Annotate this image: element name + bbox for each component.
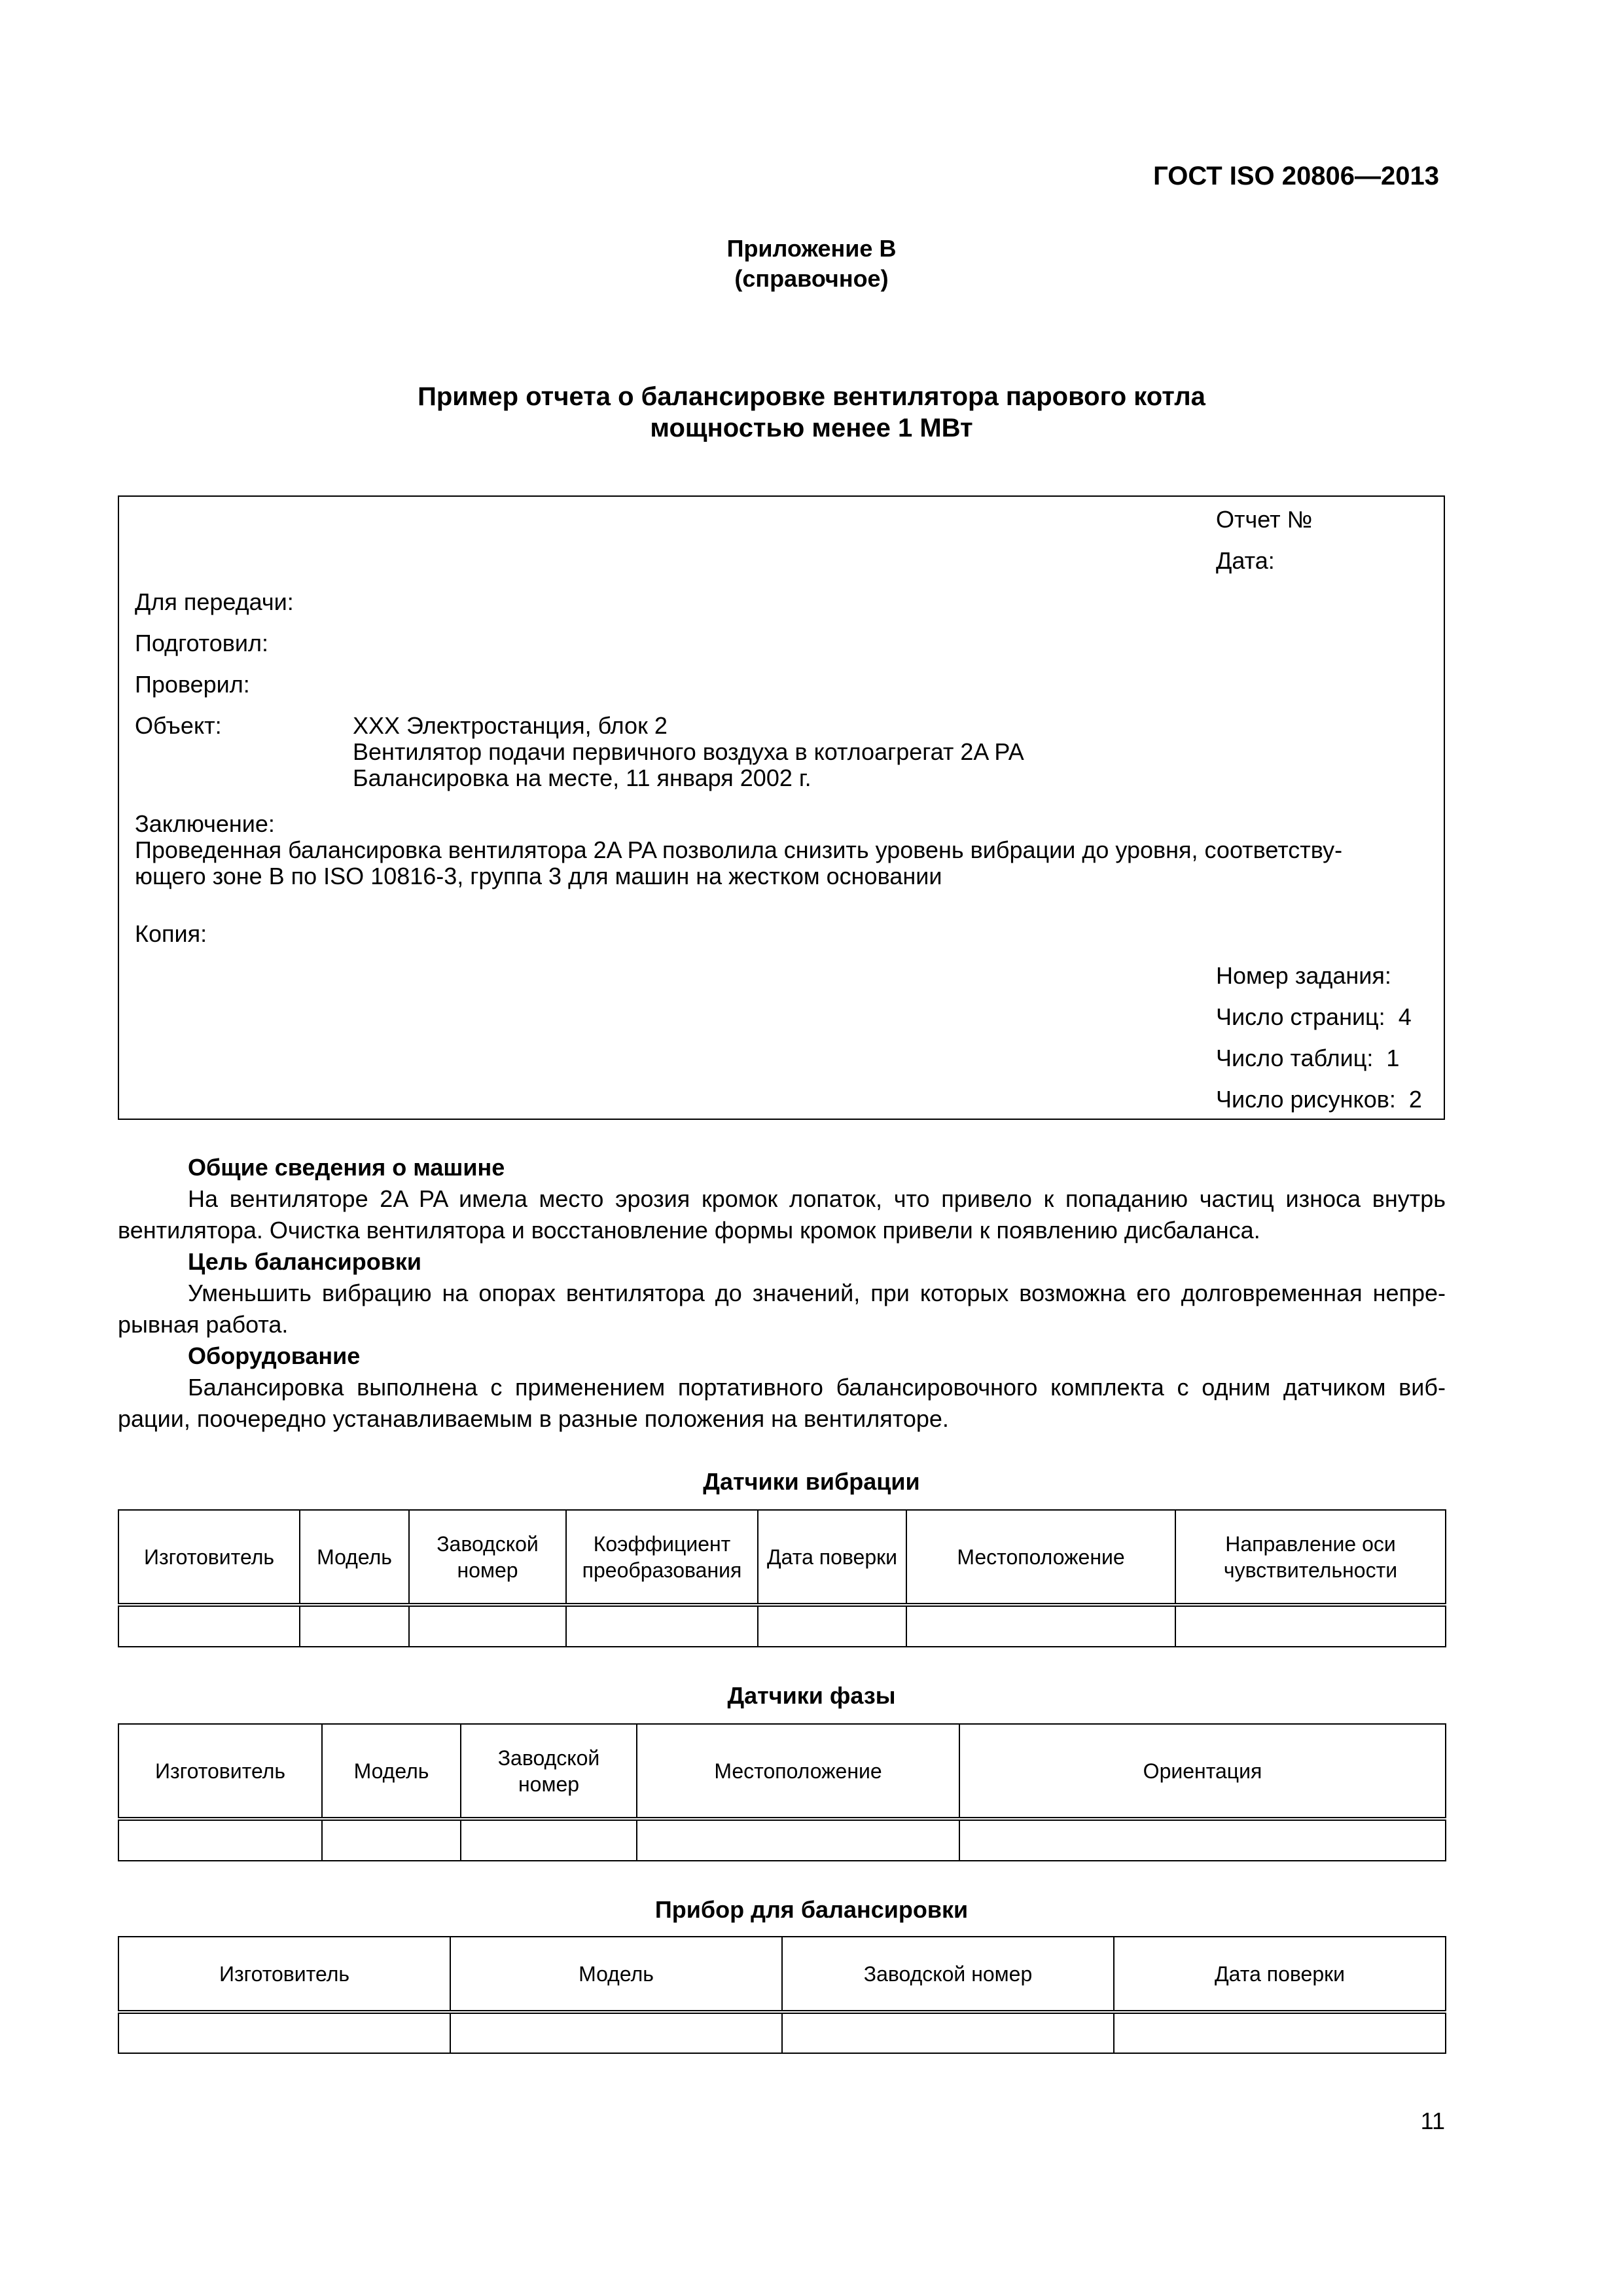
phase-table-caption: Датчики фазы xyxy=(727,1682,896,1709)
vibration-sensors-table xyxy=(118,1509,1446,1647)
for-transfer-label: Для передачи: xyxy=(135,588,294,615)
pages-value: 4 xyxy=(1398,1003,1412,1030)
table-cell xyxy=(450,2012,782,2053)
section-purpose-body: Уменьшить вибрацию на опорах вентилятора до значений, при которых возможна его долговременная непре-рывная работа. xyxy=(118,1280,1446,1338)
table-cell xyxy=(637,1819,959,1861)
tables-value: 1 xyxy=(1386,1045,1400,1071)
object-line-3: Балансировка на месте, 11 января 2002 г. xyxy=(353,764,812,791)
figures-count xyxy=(1216,1086,1422,1113)
object-line-2: Вентилятор подачи первичного воздуха в котлоагрегат 2A PA xyxy=(353,738,1024,765)
pages-label: Число страниц: xyxy=(1216,1003,1385,1030)
tables-count xyxy=(1216,1045,1399,1071)
table-header: Изготовитель xyxy=(118,1510,300,1605)
table-header: Заводской номер xyxy=(461,1724,637,1819)
document-title-line-2: мощностью менее 1 МВт xyxy=(650,414,973,442)
table-header: Дата поверки xyxy=(1114,1937,1446,2012)
object-line-1: XXX Электростанция, блок 2 xyxy=(353,712,668,739)
checked-by-label: Проверил: xyxy=(135,671,250,698)
document-title-line-1: Пример отчета о балансировке вентилятора парового котла xyxy=(418,382,1205,411)
table-header: Модель xyxy=(300,1510,409,1605)
table-cell xyxy=(118,1605,300,1647)
section-general-body: На вентиляторе 2A PA имела место эрозия кромок лопаток, что привело к попаданию частиц износа внутрь вентилятора. Очистка вентилятора и восстановление формы кромок привели к появлению дисбаланса. xyxy=(118,1185,1446,1244)
table-header: Модель xyxy=(450,1937,782,2012)
instrument-table-caption: Прибор для балансировки xyxy=(654,1896,969,1923)
report-date-label: Дата: xyxy=(1216,547,1275,574)
table-cell xyxy=(118,2012,450,2053)
table-header: Дата поверки xyxy=(758,1510,906,1605)
figures-label: Число рисунков: xyxy=(1216,1086,1396,1113)
table-cell xyxy=(906,1605,1175,1647)
conclusion-line-2: ющего зоне B по ISO 10816-3, группа 3 для машин на жестком основании xyxy=(135,863,942,889)
section-equipment-body: Балансировка выполнена с применением портативного балансировочного комплекта с одним датчиком виб-рации, поочередно устанавливаемым в разные положения на вентиляторе. xyxy=(118,1374,1446,1432)
document-title xyxy=(0,381,1623,444)
standard-number: ГОСТ ISO 20806—2013 xyxy=(1153,162,1439,190)
table-cell xyxy=(758,1605,906,1647)
section-equipment-heading: Оборудование xyxy=(188,1342,361,1369)
figures-value: 2 xyxy=(1408,1086,1422,1113)
copy-label: Копия: xyxy=(135,920,207,947)
table-header: Местоположение xyxy=(906,1510,1175,1605)
table-cell xyxy=(300,1605,409,1647)
conclusion-line-1: Проведенная балансировка вентилятора 2A PA позволила снизить уровень вибрации до уровня, соответству- xyxy=(135,836,1343,863)
annex-type: (справочное) xyxy=(734,265,889,292)
balancing-instrument-table xyxy=(118,1936,1446,2054)
vibration-table-caption: Датчики вибрации xyxy=(703,1468,920,1495)
table-cell xyxy=(322,1819,461,1861)
table-cell xyxy=(118,1819,322,1861)
section-purpose-heading: Цель балансировки xyxy=(188,1248,422,1275)
table-cell xyxy=(1114,2012,1446,2053)
object-label: Объект: xyxy=(135,712,222,739)
pages-count xyxy=(1216,1004,1412,1030)
section-equipment-text xyxy=(118,1372,1446,1435)
table-cell xyxy=(566,1605,758,1647)
section-general-heading: Общие сведения о машине xyxy=(188,1154,505,1181)
table-header: Ориентация xyxy=(959,1724,1446,1819)
phase-sensors-table xyxy=(118,1723,1446,1861)
section-general-text xyxy=(118,1183,1446,1246)
task-number-label: Номер задания: xyxy=(1216,962,1391,989)
report-number-label: Отчет № xyxy=(1216,506,1313,533)
table-cell xyxy=(1175,1605,1446,1647)
table-cell xyxy=(782,2012,1114,2053)
table-header: Изготовитель xyxy=(118,1937,450,2012)
table-cell xyxy=(959,1819,1446,1861)
page-number: 11 xyxy=(1420,2108,1445,2134)
table-cell xyxy=(409,1605,566,1647)
report-form xyxy=(118,495,1445,1120)
conclusion-label: Заключение: xyxy=(135,810,275,837)
table-header: Направление оси чувствительности xyxy=(1175,1510,1446,1605)
table-header: Коэффициент преобразования xyxy=(566,1510,758,1605)
section-purpose-text xyxy=(118,1278,1446,1340)
table-cell xyxy=(461,1819,637,1861)
table-header: Заводской номер xyxy=(409,1510,566,1605)
table-header: Модель xyxy=(322,1724,461,1819)
table-header: Изготовитель xyxy=(118,1724,322,1819)
tables-label: Число таблиц: xyxy=(1216,1045,1374,1071)
annex-title: Приложение B xyxy=(726,235,897,262)
table-header: Заводской номер xyxy=(782,1937,1114,2012)
annex-heading xyxy=(0,234,1623,294)
table-header: Местоположение xyxy=(637,1724,959,1819)
prepared-by-label: Подготовил: xyxy=(135,630,269,656)
